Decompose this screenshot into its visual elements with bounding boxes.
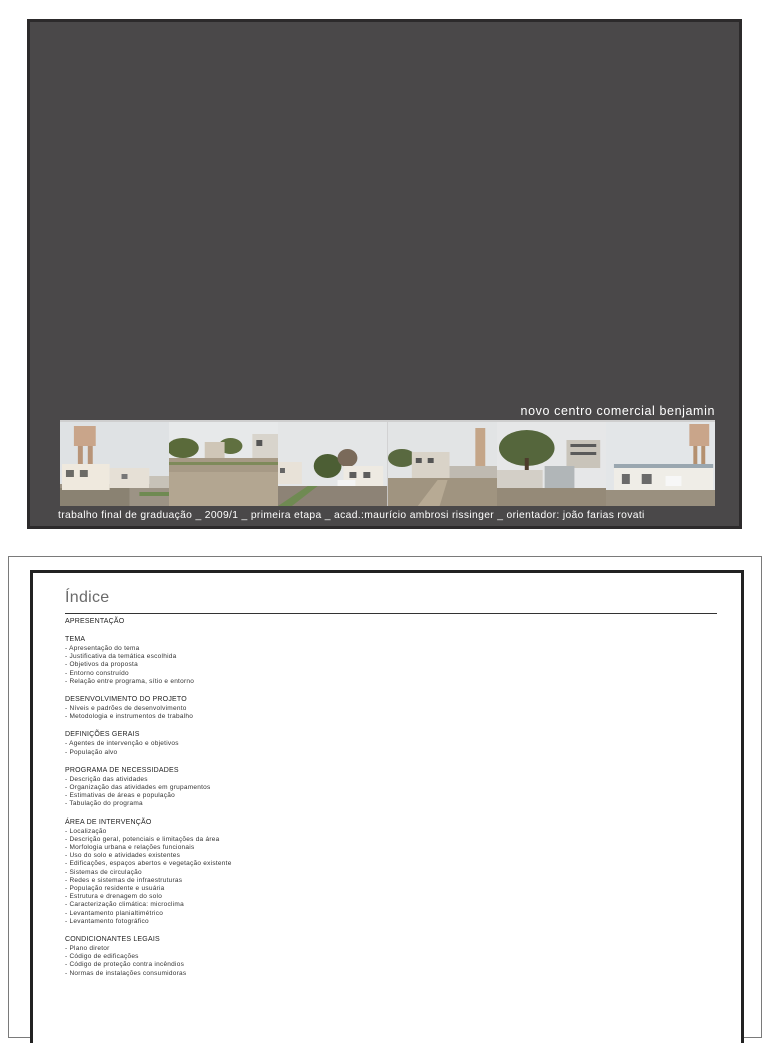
cover-title: novo centro comercial benjamin [520, 404, 715, 418]
index-item: - Descrição geral, potenciais e limitações da área [65, 835, 220, 843]
index-item: - Sistemas de circulação [65, 868, 142, 876]
index-page [8, 556, 762, 1038]
photo-buildings-water-tower [60, 422, 169, 506]
index-item: - Tabulação do programa [65, 800, 143, 808]
index-item: - Levantamento fotográfico [65, 917, 149, 925]
index-item: - Objetivos da proposta [65, 661, 138, 669]
index-section [65, 635, 705, 686]
index-item: - Levantamento planialtimétrico [65, 909, 164, 917]
index-title-rule [65, 613, 717, 614]
index-item: - Normas de instalações consumidoras [65, 969, 187, 977]
index-item: - Agentes de intervenção e objetivos [65, 740, 179, 748]
index-item: - Descrição das atividades [65, 775, 148, 783]
index-section [65, 935, 705, 978]
photo-gravel-lot [169, 422, 278, 506]
index-item: - Estimativas de áreas e população [65, 792, 176, 800]
index-section-items [65, 945, 705, 978]
photo-warehouse-water-tower [606, 422, 715, 506]
index-section-heading: CONDICIONANTES LEGAIS [65, 936, 160, 944]
index-section [65, 617, 705, 626]
index-item: - População residente e usuária [65, 885, 165, 893]
cover-footer: trabalho final de graduação _ 2009/1 _ primeira etapa _ acad.:maurício ambrosi rissinger _ orientador: joão farias rovati [58, 510, 645, 521]
index-item: - Localização [65, 827, 107, 835]
index-item: - Estrutura e drenagem do solo [65, 893, 163, 901]
photo-tree-warehouse [497, 422, 606, 506]
index-section-items [65, 828, 705, 926]
index-item: - Caracterização climática: microclima [65, 901, 184, 909]
photo-strip [60, 420, 715, 506]
index-item: - População alvo [65, 748, 118, 756]
index-item: - Organização das atividades em grupamentos [65, 784, 211, 792]
index-item: - Morfologia urbana e relações funcionais [65, 844, 195, 852]
index-item: - Edificações, espaços abertos e vegetação existente [65, 860, 232, 868]
index-section [65, 695, 705, 721]
index-section-heading: TEMA [65, 636, 86, 643]
index-item: - Uso do solo e atividades existentes [65, 852, 181, 860]
index-title: Índice [65, 589, 110, 606]
index-item: - Relação entre programa, sítio e entorno [65, 677, 195, 685]
index-item: - Níveis e padrões de desenvolvimento [65, 705, 187, 713]
photo-parking-lot [388, 422, 497, 506]
index-section-heading: ÁREA DE INTERVENÇÃO [65, 818, 152, 826]
index-section-items [65, 705, 705, 721]
index-section [65, 766, 705, 809]
index-section [65, 818, 705, 926]
index-section [65, 730, 705, 756]
index-section-heading: DEFINIÇÕES GERAIS [65, 731, 140, 739]
index-section-items [65, 645, 705, 686]
photo-street-trees [278, 422, 387, 506]
index-section-heading: PROGRAMA DE NECESSIDADES [65, 766, 179, 774]
index-list [65, 615, 705, 978]
cover-page [27, 19, 742, 529]
index-item: - Código de proteção contra incêndios [65, 961, 185, 969]
index-item: - Código de edificações [65, 953, 139, 961]
index-item: - Justificativa da temática escolhida [65, 653, 177, 661]
index-item: - Metodologia e instrumentos de trabalho [65, 713, 194, 721]
index-item: - Entorno construído [65, 669, 129, 677]
index-section-items [65, 740, 705, 756]
index-section-items [65, 776, 705, 809]
index-item: - Plano diretor [65, 945, 110, 953]
index-section-heading: APRESENTAÇÃO [65, 618, 125, 625]
index-section-heading: DESENVOLVIMENTO DO PROJETO [65, 696, 187, 704]
index-item: - Redes e sistemas de infraestruturas [65, 876, 183, 884]
index-item: - Apresentação do tema [65, 645, 140, 652]
index-frame [30, 570, 744, 1043]
